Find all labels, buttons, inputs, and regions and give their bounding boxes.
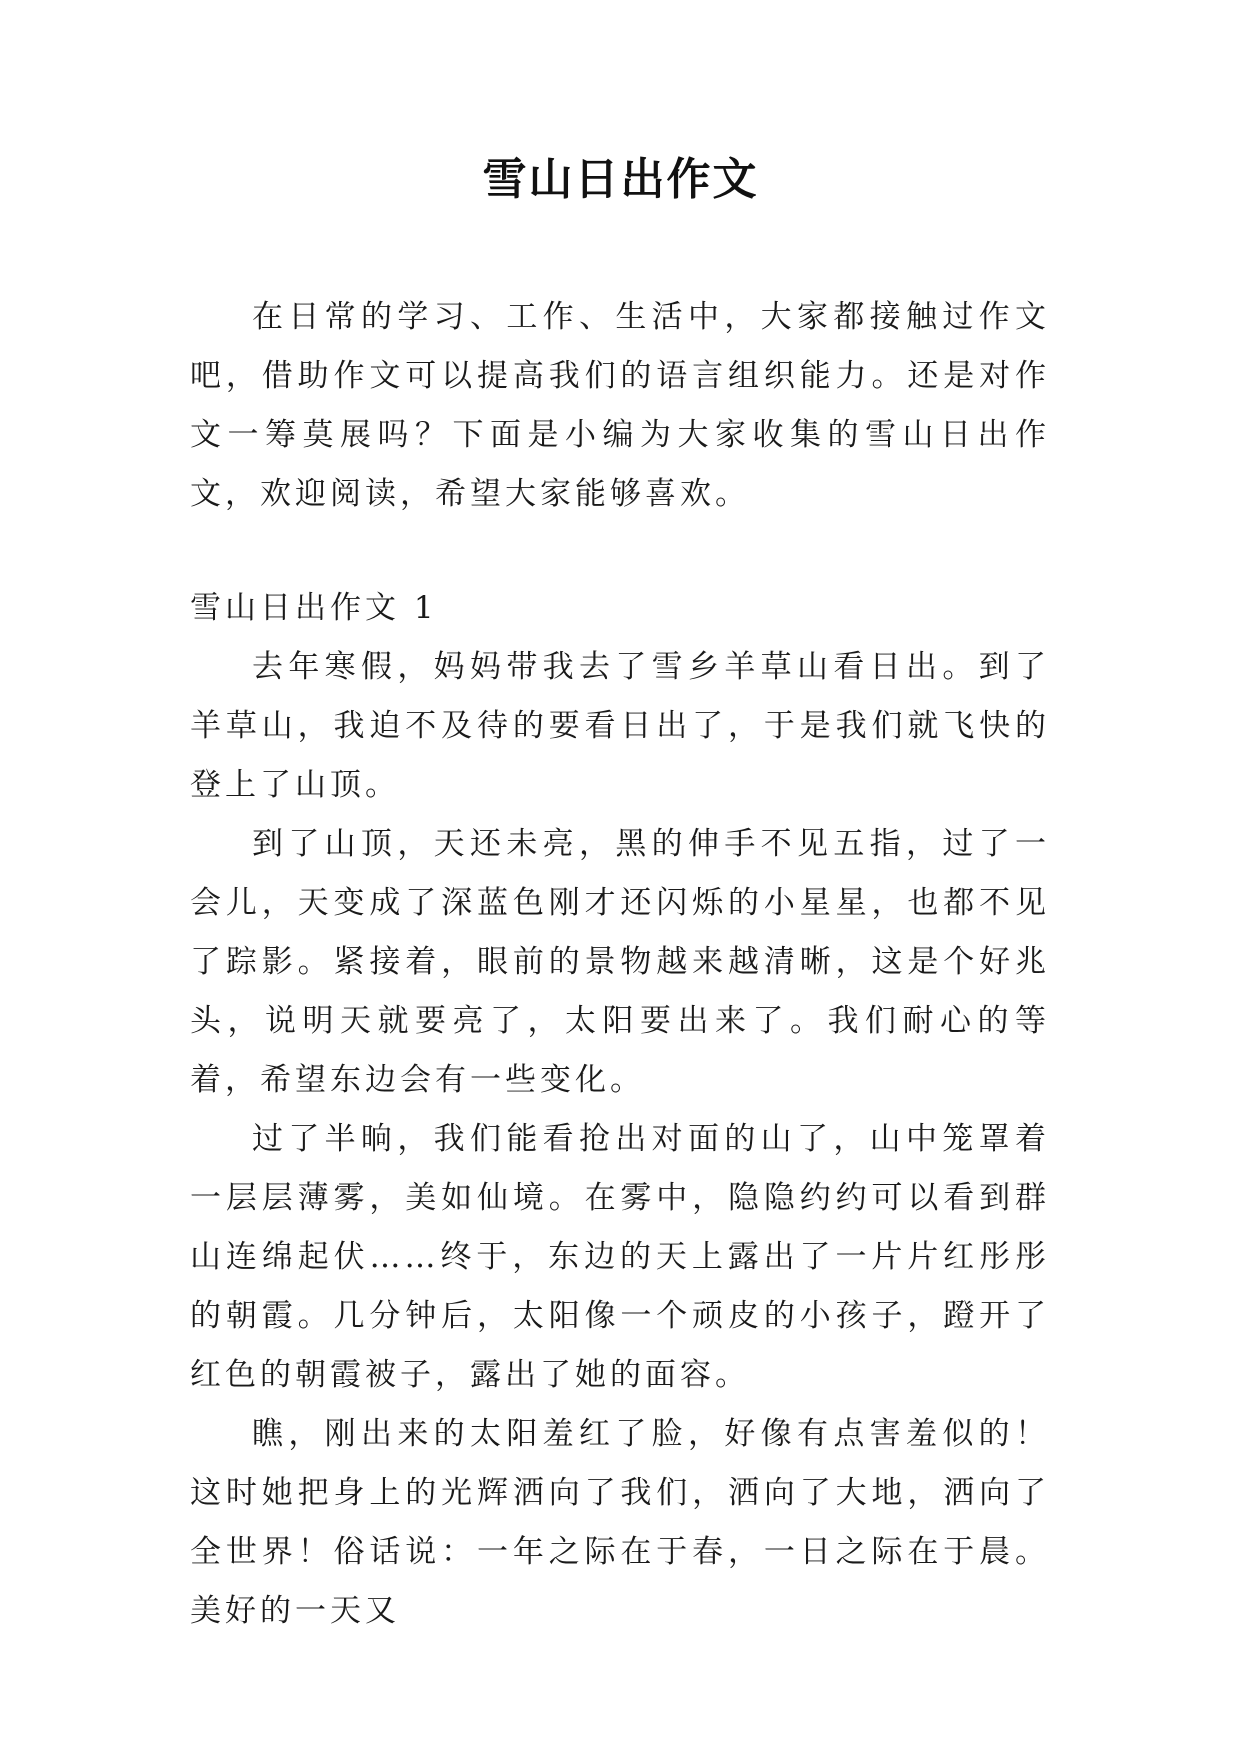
document-title: 雪山日出作文 [482,154,759,205]
essay-paragraph-3: 过了半晌，我们能看抢出对面的山了，山中笼罩着一层层薄雾，美如仙境。在雾中，隐隐约约可以看到群山连绵起伏……终于，东边的天上露出了一片片红彤彤的朝霞。几分钟后，太阳像一个顽皮的小孩子，蹬开了红色的朝霞被子，露出了她的面容。 [190,1121,1050,1393]
essay-paragraph-2: 到了山顶，天还未亮，黑的伸手不见五指，过了一会儿，天变成了深蓝色刚才还闪烁的小星星，也都不见了踪影。紧接着，眼前的景物越来越清晰，这是个好兆头，说明天就要亮了，太阳要出来了。我们耐心的等着，希望东边会有一些变化。 [190,826,1050,1098]
intro-paragraph: 在日常的学习、工作、生活中，大家都接触过作文吧，借助作文可以提高我们的语言组织能力。还是对作文一筹莫展吗？下面是小编为大家收集的雪山日出作文，欢迎阅读，希望大家能够喜欢。 [190,299,1050,512]
intro-section [190,288,1050,524]
essay-body [190,638,1050,1641]
essay-paragraph-1: 去年寒假，妈妈带我去了雪乡羊草山看日出。到了羊草山，我迫不及待的要看日出了，于是我们就飞快的登上了山顶。 [190,649,1050,803]
essay-paragraph-4: 瞧，刚出来的太阳羞红了脸，好像有点害羞似的！这时她把身上的光辉洒向了我们，洒向了大地，洒向了全世界！俗话说：一年之际在于春，一日之际在于晨。美好的一天又 [190,1416,1050,1629]
section-heading: 雪山日出作文 1 [190,590,438,626]
